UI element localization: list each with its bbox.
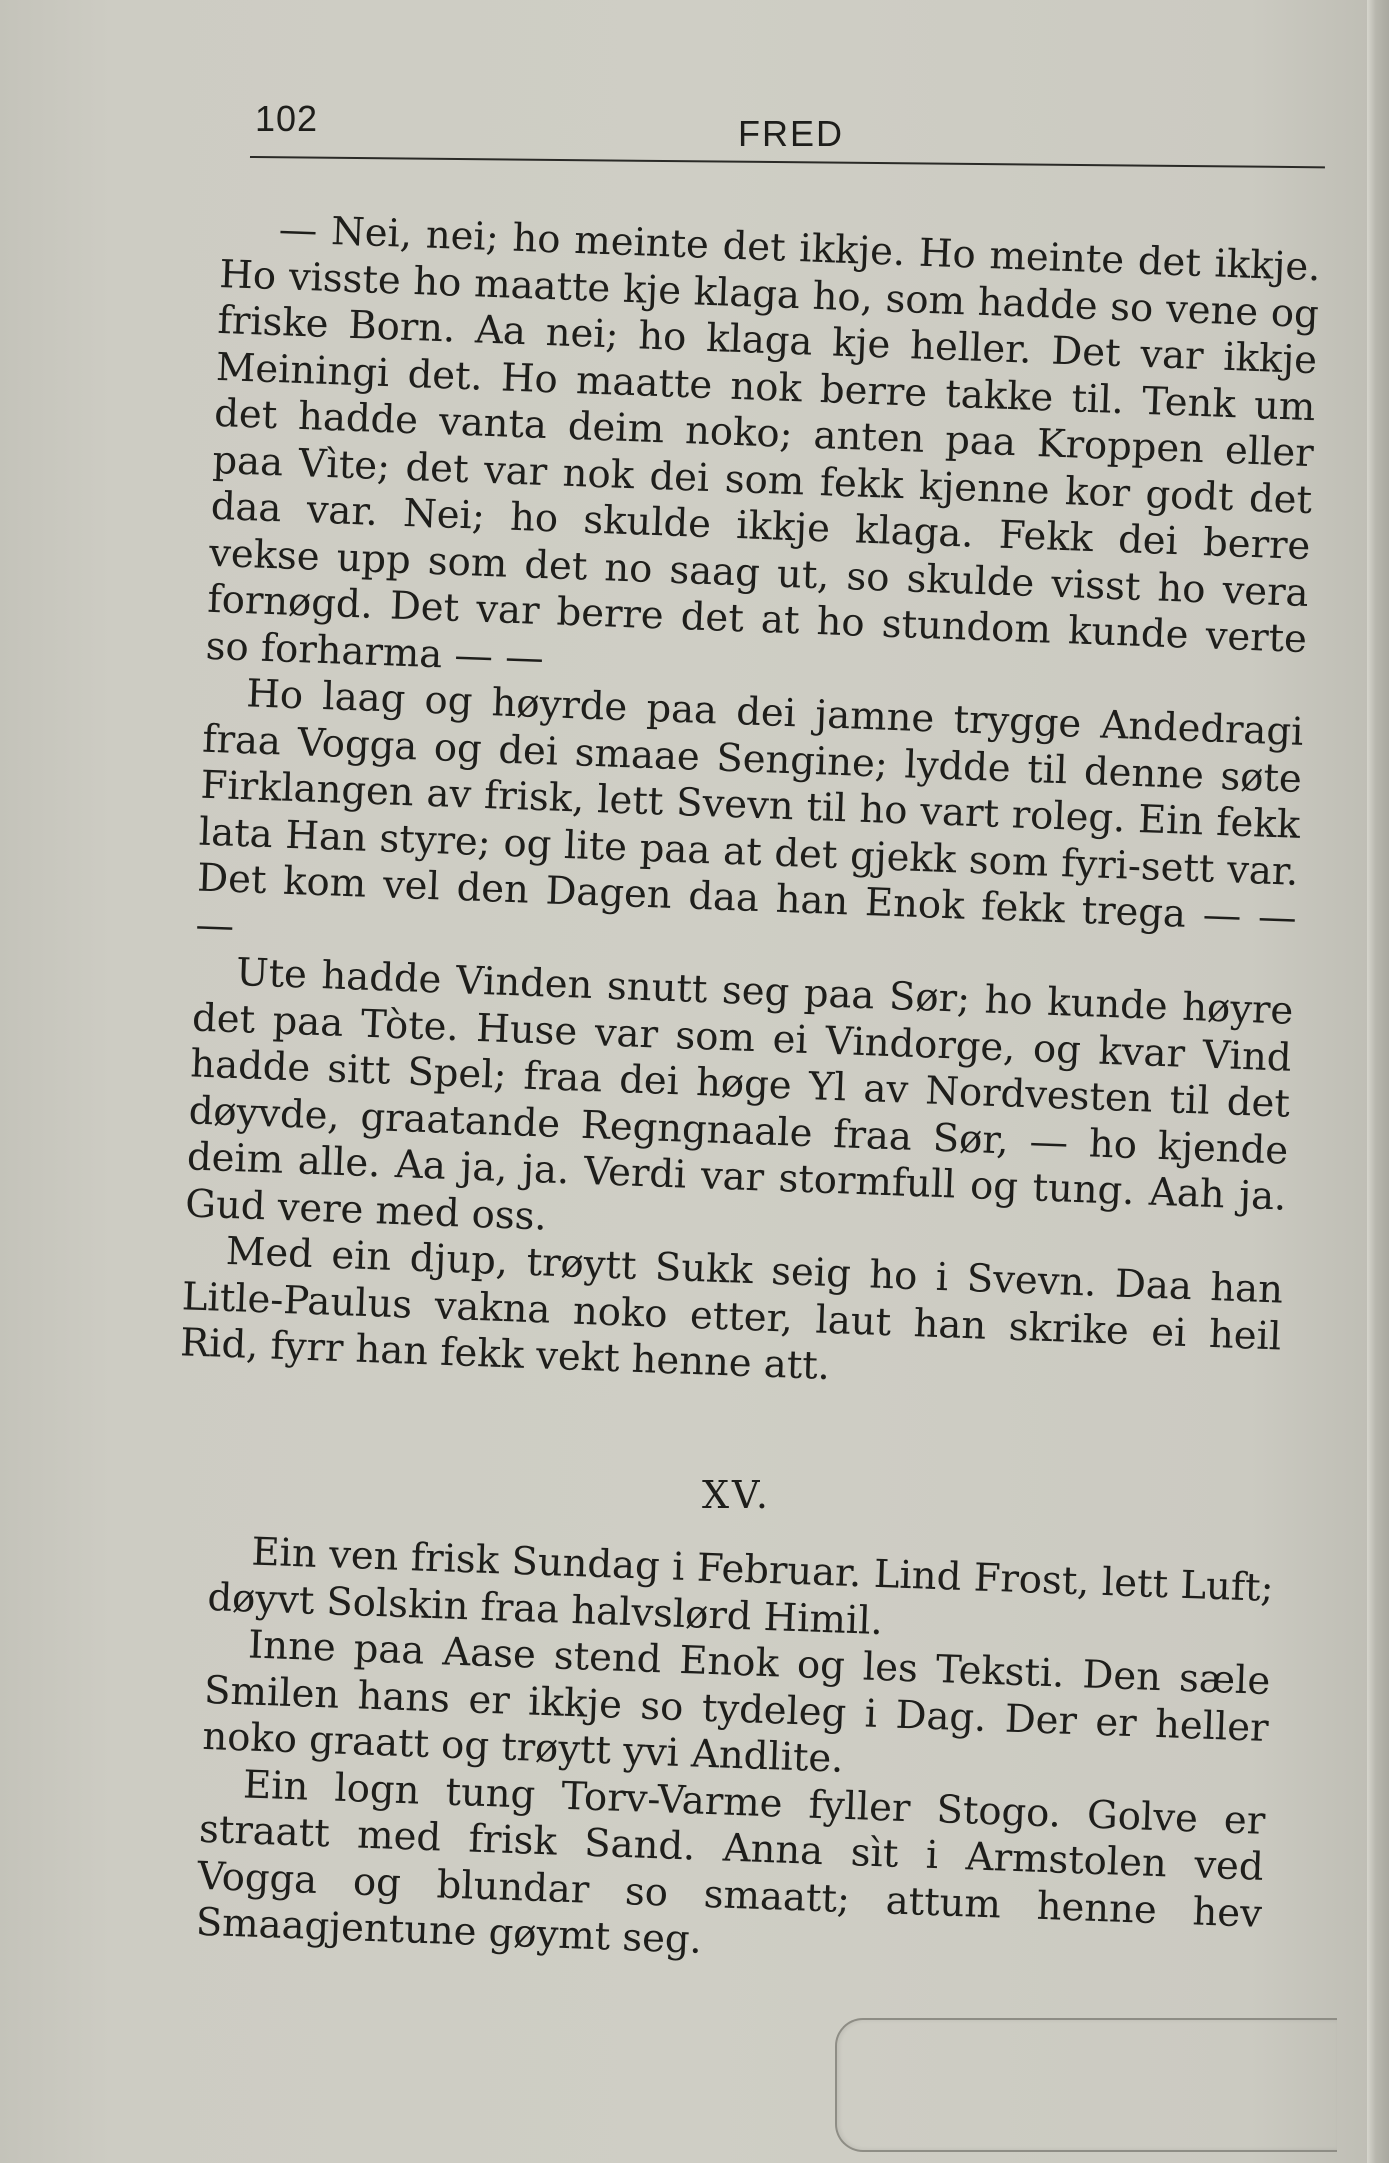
chapter-text-block: [195, 1528, 1274, 1984]
page-number: 102: [255, 98, 319, 139]
paragraph: Ein logn tung Torv-Varme fyller Stogo. Golve er straatt med frisk Sand. Anna sìt i Armstolen ved Vogga og blundar so smaatt; attum henne hev Smaagjentune gøymt seg.: [195, 1761, 1267, 1963]
main-text-block: [179, 205, 1321, 1407]
page-edge-shadow: [1367, 0, 1389, 2163]
paragraph: Ute hadde Vinden snutt seg paa Sør; ho kunde høyre det paa Tòte. Huse var som ei Vindorge, og kvar Vind hadde sitt Spel; fraa dei høge Yl av Nordvesten til det døyvde, graatande Regngnaale fraa Sør, — ho kjende deim alle. Aa ja, ja. Verdi var stormfull og tung. Aah ja. Gud vere med oss.: [184, 950, 1294, 1240]
header-rule: [250, 156, 1325, 168]
scan-clip-mark: [835, 2018, 1337, 2152]
paragraph: Ein ven frisk Sundag i Februar. Lind Frost, lett Luft; døyvt Solskin fraa halvslørd Himil.: [206, 1529, 1275, 1644]
paragraph: — Nei, nei; ho meinte det ikkje. Ho meinte det ikkje. Ho visste ho maatte kje klaga ho, som hadde so vene og friske Born. Aa nei; ho klaga kje heller. Det var ikkje Meiningi det. Ho maatte nok berre takke til. Tenk um det hadde vanta deim noko; anten paa Kroppen eller paa Vìte; det var nok dei som fekk kjenne kor godt det daa var. Nei; ho skulde ikkje klaga. Fekk dei berre vekse upp som det no saag ut, so skulde visst ho vera fornøgd. Det var berre det at ho stundom kunde verte so forharma — —: [205, 207, 1322, 681]
paragraph: Med ein djup, trøytt Sukk seig ho i Svevn. Daa han Litle-Paulus vakna noko etter, laut han skrike ei heil Rid, fyrr han fekk vekt henne att.: [179, 1228, 1284, 1390]
chapter-heading: XV.: [702, 1473, 771, 1517]
running-title: FRED: [738, 113, 844, 154]
paragraph: Ho laag og høyrde paa dei jamne trygge Andedragi fraa Vogga og dei smaae Sengine; lydde til denne søte Firklangen av frisk, lett Svevn til ho vart roleg. Ein fekk lata Han styre; og lite paa at det gjekk som fyri-sett var. Det kom vel den Dagen daa han Enok fekk trega — — —: [194, 671, 1305, 949]
paragraph: Inne paa Aase stend Enok og les Teksti. Den sæle Smilen hans er ikkje so tydeleg i Dag. Der er heller noko graatt og trøytt yvi Andlite.: [201, 1622, 1271, 1782]
